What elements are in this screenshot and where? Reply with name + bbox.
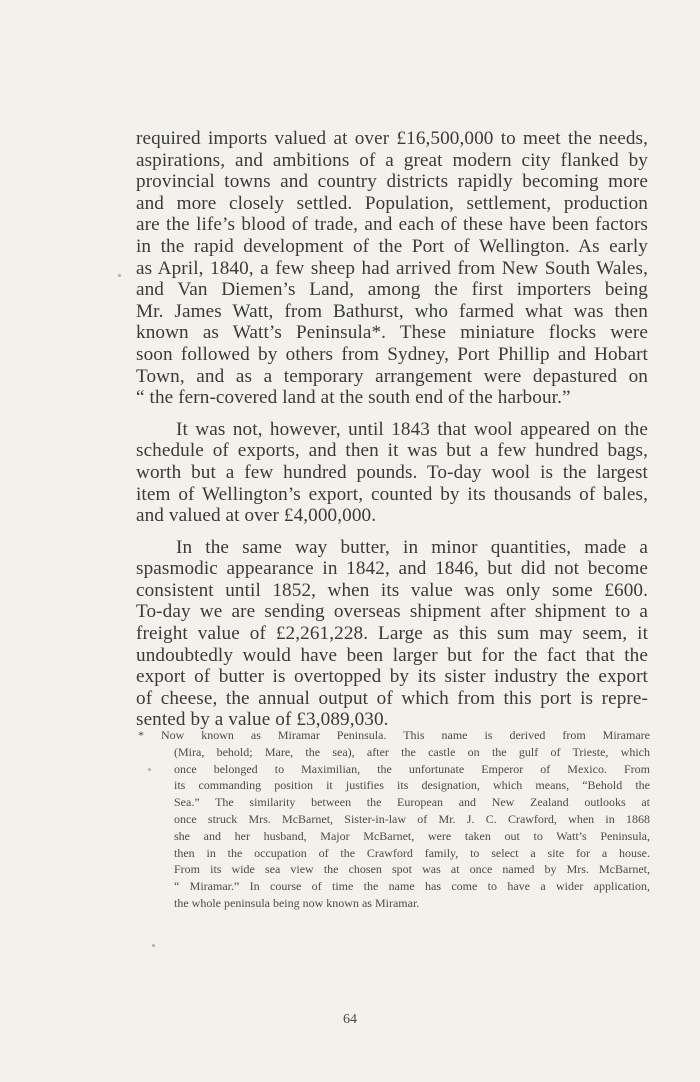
text-line: Mr. James Watt, from Bathurst, who farmed what was then xyxy=(136,300,648,322)
text-line: soon followed by others from Sydney, Port Phillip and Hobart xyxy=(136,343,648,365)
text-line: “ the fern-covered land at the south end of the harbour.” xyxy=(136,387,571,409)
footnote-line: * Now known as Miramar Peninsula. This name is derived from Miramare xyxy=(138,728,650,742)
text-line: of cheese, the annual output of which from this port is repre- xyxy=(136,687,648,709)
text-line: It was not, however, until 1843 that wool appeared on the xyxy=(176,418,648,440)
text-line: aspirations, and ambitions of a great modern city flanked by xyxy=(136,149,648,171)
paper-speck xyxy=(148,768,151,771)
text-line: undoubtedly would have been larger but for the fact that the xyxy=(136,644,648,666)
paper-speck xyxy=(118,274,121,277)
footnote-line: its commanding position it justifies its designation, which means, “Behold the xyxy=(174,778,650,793)
page-number: 64 xyxy=(343,1012,357,1027)
text-line: schedule of exports, and then it was but a few hundred bags, xyxy=(136,440,648,462)
paper-speck xyxy=(152,944,155,947)
text-line: and Van Diemen’s Land, among the first importers being xyxy=(136,279,648,301)
footnote-line: once struck Mrs. McBarnet, Sister-in-law of Mr. J. C. Crawford, when in 1868 xyxy=(174,811,650,826)
text-line: consistent until 1852, when its value was only some £600. xyxy=(136,579,648,601)
text-line: spasmodic appearance in 1842, and 1846, but did not become xyxy=(136,558,648,580)
footnote-line: the whole peninsula being now known as Miramar. xyxy=(174,895,420,910)
text-line: in the rapid development of the Port of Wellington. As early xyxy=(136,235,648,257)
paragraph-2 xyxy=(136,419,648,527)
text-line: required imports valued at over £16,500,000 to meet the needs, xyxy=(136,128,648,149)
paragraph-3 xyxy=(136,537,648,731)
text-line: item of Wellington’s export, counted by its thousands of bales, xyxy=(136,483,648,505)
footnote-line: (Mira, behold; Mare, the sea), after the castle on the gulf of Trieste, which xyxy=(174,744,650,759)
text-line: and valued at over £4,000,000. xyxy=(136,505,377,527)
text-line: sented by a value of £3,089,030. xyxy=(136,709,389,731)
footnote-line: once belonged to Maximilian, the unfortunate Emperor of Mexico. From xyxy=(174,761,650,776)
body-text xyxy=(136,128,648,731)
footnote xyxy=(138,727,650,912)
text-line: To-day we are sending overseas shipment after shipment to a xyxy=(136,601,648,623)
text-line: are the life’s blood of trade, and each of these have been factors xyxy=(136,214,648,236)
text-line: export of butter is overtopped by its sister industry the export xyxy=(136,666,648,688)
text-line: Town, and as a temporary arrangement were depastured on xyxy=(136,365,648,387)
footnote-line: From its wide sea view the chosen spot was at once named by Mrs. McBarnet, xyxy=(174,862,650,877)
footnote-line: Sea.” The similarity between the European and New Zealand outlooks at xyxy=(174,795,650,810)
text-line: freight value of £2,261,228. Large as this sum may seem, it xyxy=(136,623,648,645)
footnote-line: she and her husband, Major McBarnet, were taken out to Watt’s Peninsula, xyxy=(174,828,650,843)
text-line: as April, 1840, a few sheep had arrived from New South Wales, xyxy=(136,257,648,279)
paragraph-1 xyxy=(136,128,648,409)
footnote-line: “ Miramar.” In course of time the name has come to have a wider application, xyxy=(174,879,650,894)
text-line: and more closely settled. Population, settlement, production xyxy=(136,192,648,214)
text-line: worth but a few hundred pounds. To-day wool is the largest xyxy=(136,461,648,483)
text-line: In the same way butter, in minor quantities, made a xyxy=(176,536,648,558)
text-line: provincial towns and country districts rapidly becoming more xyxy=(136,171,648,193)
text-line: known as Watt’s Peninsula*. These miniature flocks were xyxy=(136,322,648,344)
footnote-line: then in the occupation of the Crawford family, to select a site for a house. xyxy=(174,845,650,860)
